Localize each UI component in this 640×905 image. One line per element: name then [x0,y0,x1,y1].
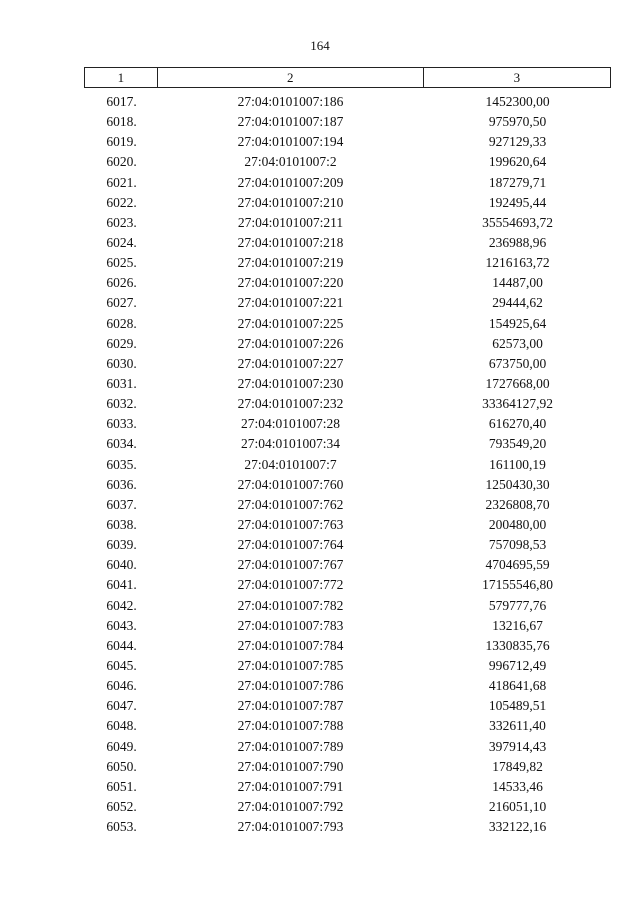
column-header-2: 2 [158,68,424,87]
row-number: 6053. [106,819,137,835]
table-row [84,616,611,636]
row-number: 6051. [106,778,137,794]
cadastral-value: 62573,00 [492,335,543,351]
table-row [84,535,611,555]
row-number: 6047. [106,698,137,714]
cadastral-value: 397914,43 [488,738,547,754]
cadastral-value: 29444,62 [492,295,543,311]
table-row [84,314,611,334]
cadastral-value: 17155546,80 [482,577,553,593]
cadastral-number: 27:04:0101007:7 [244,456,337,472]
row-number: 6033. [106,416,137,432]
cadastral-value: 200480,00 [488,517,547,533]
cadastral-value: 216051,10 [488,798,547,814]
row-number: 6052. [106,798,137,814]
table-row [84,495,611,515]
cadastral-value: 418641,68 [488,678,547,694]
row-number: 6020. [106,154,137,170]
column-header-1: 1 [85,68,158,87]
cadastral-value: 2326808,70 [485,496,550,512]
cadastral-number: 27:04:0101007:34 [240,436,340,452]
cadastral-table [84,67,611,837]
table-row [84,354,611,374]
row-number: 6046. [106,678,137,694]
table-row [84,777,611,797]
table-row [84,374,611,394]
cadastral-number: 27:04:0101007:230 [237,376,344,392]
table-row [84,515,611,535]
table-row [84,696,611,716]
row-number: 6031. [106,376,137,392]
cadastral-value: 1250430,30 [485,476,550,492]
row-number: 6045. [106,658,137,673]
cadastral-value: 33364127,92 [482,396,553,412]
cadastral-number: 27:04:0101007:194 [237,134,344,150]
row-number: 6049. [106,738,137,754]
table-row [84,737,611,757]
cadastral-number: 27:04:0101007:772 [237,577,344,593]
row-number: 6041. [106,577,137,593]
cadastral-number: 27:04:0101007:788 [237,718,344,734]
table-row [84,656,611,676]
cadastral-number: 27:04:0101007:791 [237,778,344,794]
row-number: 6050. [106,758,137,774]
row-number: 6036. [106,476,137,492]
row-number: 6028. [106,315,137,331]
cadastral-value: 616270,40 [488,416,547,432]
cadastral-value: 1452300,00 [485,94,550,110]
cadastral-value: 187279,71 [488,174,547,190]
cadastral-number: 27:04:0101007:792 [237,798,344,814]
cadastral-number: 27:04:0101007:232 [237,396,344,412]
table-row [84,575,611,595]
cadastral-number: 27:04:0101007:782 [237,597,344,613]
column-header-3: 3 [513,69,521,85]
cadastral-number: 27:04:0101007:784 [237,637,344,653]
cadastral-value: 996712,49 [488,658,547,673]
cadastral-value: 17849,82 [492,758,543,774]
cadastral-value: 1727668,00 [485,376,550,392]
cadastral-number: 27:04:0101007:221 [237,295,344,311]
cadastral-value: 154925,64 [488,315,547,331]
table-row [84,676,611,696]
cadastral-value: 332122,16 [488,819,547,835]
row-number: 6038. [106,517,137,533]
cadastral-number: 27:04:0101007:789 [237,738,344,754]
cadastral-number: 27:04:0101007:218 [237,235,344,251]
row-number: 6027. [106,295,137,311]
row-number: 6026. [106,275,137,291]
cadastral-number: 27:04:0101007:219 [237,255,344,271]
cadastral-value: 14533,46 [492,778,543,794]
cadastral-value: 332611,40 [489,718,546,734]
table-row [84,92,611,112]
table-row [84,817,611,837]
table-row [84,334,611,354]
cadastral-value: 757098,53 [488,537,547,553]
cadastral-number: 27:04:0101007:28 [240,416,340,432]
cadastral-number: 27:04:0101007:785 [237,658,344,673]
row-number: 6019. [106,134,137,150]
cadastral-number: 27:04:0101007:767 [237,557,344,573]
row-number: 6044. [106,637,137,653]
cadastral-value: 579777,76 [488,597,547,613]
table-row [84,253,611,273]
cadastral-number: 27:04:0101007:225 [237,315,344,331]
cadastral-number: 27:04:0101007:787 [237,698,344,714]
cadastral-number: 27:04:0101007:786 [237,678,344,694]
cadastral-value: 35554693,72 [482,214,553,230]
table-row [84,132,611,152]
row-number: 6018. [106,114,137,130]
cadastral-value: 161100,19 [489,456,546,472]
table-row [84,797,611,817]
row-number: 6032. [106,396,137,412]
row-number: 6021. [106,174,137,190]
cadastral-number: 27:04:0101007:209 [237,174,344,190]
table-row [84,475,611,495]
row-number: 6034. [106,436,137,452]
cadastral-number: 27:04:0101007:220 [237,275,344,291]
cadastral-number: 27:04:0101007:211 [237,214,344,230]
cadastral-value: 673750,00 [488,355,547,371]
cadastral-number: 27:04:0101007:762 [237,496,344,512]
table-row [84,193,611,213]
row-number: 6017. [106,94,137,110]
table-row [84,636,611,656]
cadastral-number: 27:04:0101007:760 [237,476,344,492]
cadastral-value: 927129,33 [488,134,547,150]
cadastral-value: 793549,20 [488,436,547,452]
cadastral-number: 27:04:0101007:2 [244,154,337,170]
table-row [84,596,611,616]
table-row [84,173,611,193]
table-row [84,394,611,414]
row-number: 6024. [106,235,137,251]
cadastral-value: 192495,44 [488,194,547,210]
cadastral-number: 27:04:0101007:790 [237,758,344,774]
cadastral-number: 27:04:0101007:227 [237,355,344,371]
row-number: 6037. [106,496,137,512]
row-number: 6035. [106,456,137,472]
table-row [84,716,611,736]
cadastral-number: 27:04:0101007:763 [237,517,344,533]
table-header-row [84,67,611,88]
row-number: 6043. [106,617,137,633]
row-number: 6025. [106,255,137,271]
cadastral-number: 27:04:0101007:783 [237,617,344,633]
row-number: 6029. [106,335,137,351]
row-number: 6023. [106,214,137,230]
table-row [84,555,611,575]
cadastral-number: 27:04:0101007:793 [237,819,344,835]
cadastral-number: 27:04:0101007:226 [237,335,344,351]
cadastral-value: 4704695,59 [485,557,550,573]
page-number: 164 [310,38,330,53]
cadastral-value: 236988,96 [488,235,547,251]
cadastral-number: 27:04:0101007:187 [237,114,344,130]
table-row [84,414,611,434]
table-row [84,213,611,233]
cadastral-value: 105489,51 [488,698,547,714]
cadastral-value: 14487,00 [492,275,543,291]
table-row [84,112,611,132]
cadastral-value: 1216163,72 [485,255,550,271]
row-number: 6022. [106,194,137,210]
cadastral-number: 27:04:0101007:186 [237,94,344,110]
table-row [84,233,611,253]
cadastral-value: 199620,64 [488,154,547,170]
cadastral-value: 13216,67 [492,617,543,633]
cadastral-number: 27:04:0101007:764 [237,537,344,553]
row-number: 6048. [106,718,137,734]
row-number: 6042. [106,597,137,613]
cadastral-number: 27:04:0101007:210 [237,194,344,210]
row-number: 6040. [106,557,137,573]
row-number: 6039. [106,537,137,553]
row-number: 6030. [106,355,137,371]
table-row [84,152,611,172]
table-row [84,293,611,313]
cadastral-value: 975970,50 [488,114,547,130]
cadastral-value: 1330835,76 [485,637,550,653]
table-body [84,92,611,837]
table-row [84,434,611,454]
table-row [84,455,611,475]
table-row [84,757,611,777]
table-row [84,273,611,293]
